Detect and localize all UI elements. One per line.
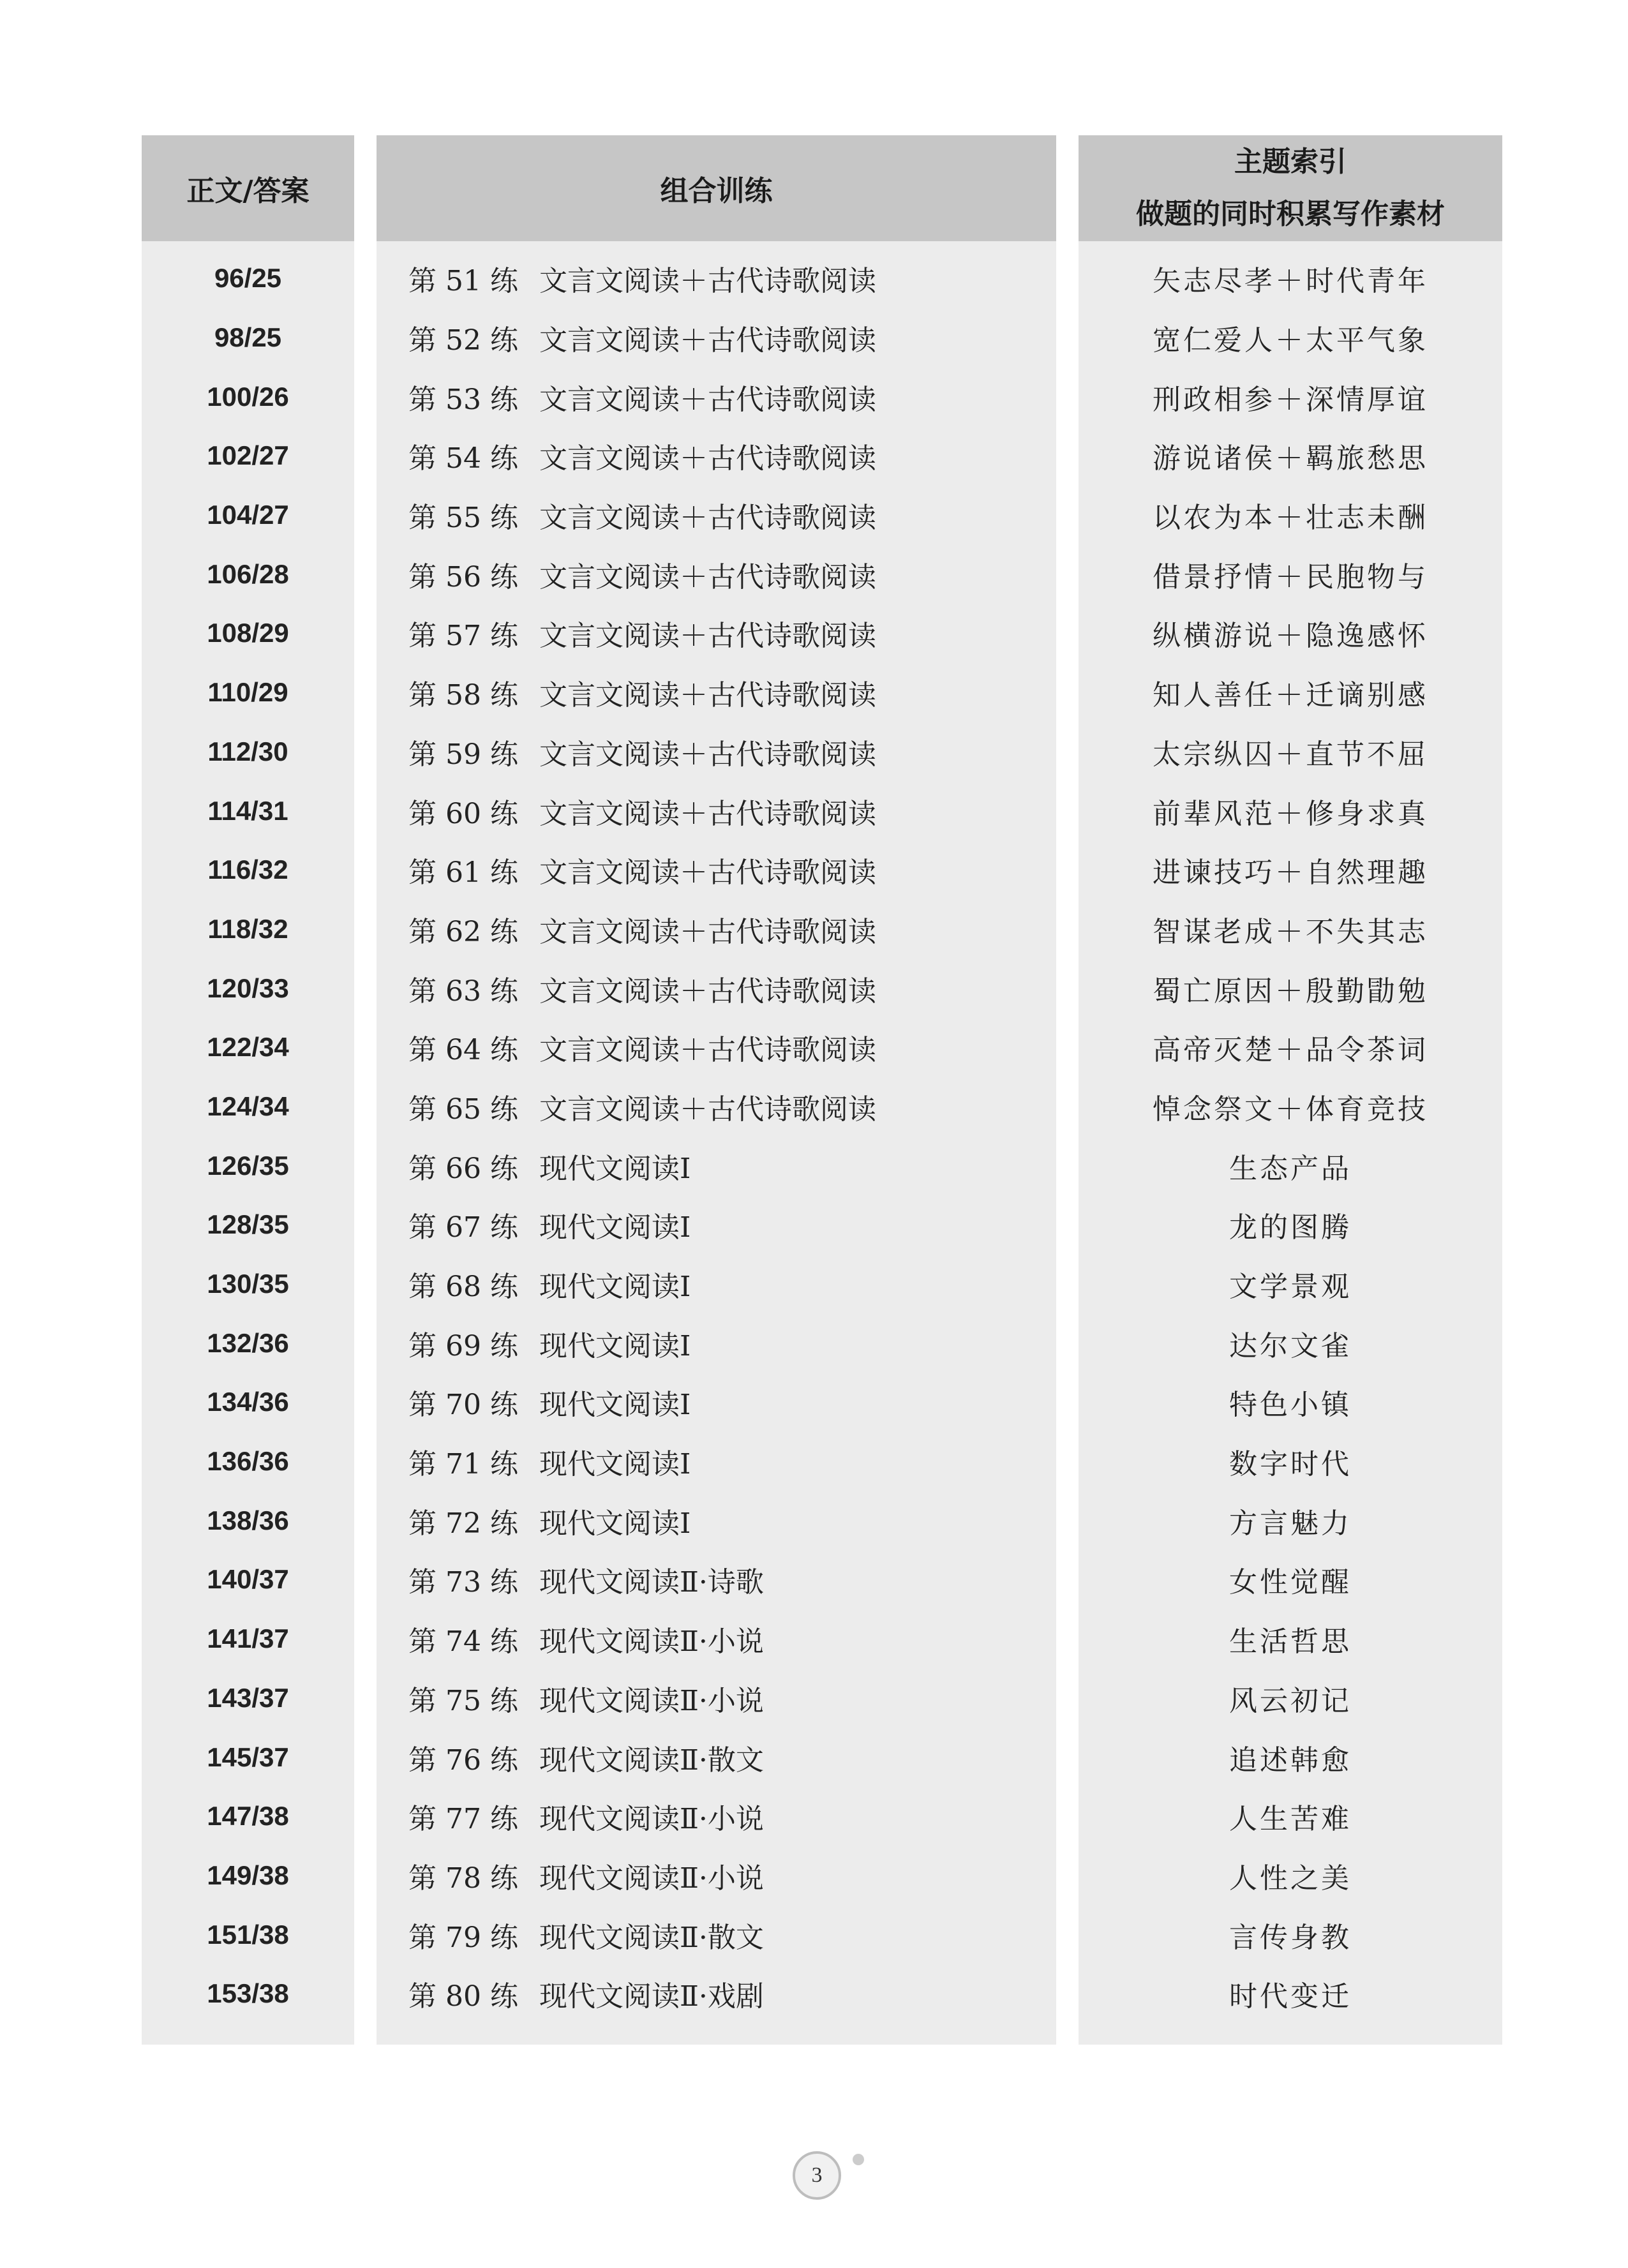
pages-cell: 100/26 [207,381,289,412]
pages-cell: 104/27 [207,500,289,530]
exercise-title: 文言文阅读＋古代诗歌阅读 [539,383,876,416]
exercise-title: 现代文阅读Ⅱ·小说 [539,1625,764,1659]
topic-cell: 蜀亡原因＋殷勤勖勉 [1153,974,1428,1008]
exercise-number: 第 61 练 [408,856,518,890]
exercise-title: 文言文阅读＋古代诗歌阅读 [539,679,876,712]
topic-cell: 方言魅力 [1229,1507,1352,1540]
exercise-number: 第 57 练 [408,620,518,653]
topic-cell: 时代变迁 [1229,1980,1352,2013]
exercise-title: 文言文阅读＋古代诗歌阅读 [539,502,876,535]
exercise-number: 第 56 练 [408,560,518,593]
topic-cell: 追述韩愈 [1229,1743,1352,1777]
pages-cell: 138/36 [207,1505,289,1535]
exercise-row [377,959,1056,1018]
pages-cell: 147/38 [207,1801,289,1832]
topic-cell: 借景抒情＋民胞物与 [1153,560,1428,593]
topic-header-line1: 主题索引 [1234,145,1347,178]
pages-cell: 151/38 [207,1919,289,1950]
exercise-title: 现代文阅读Ⅱ·小说 [539,1861,764,1895]
pages-header-label: 正文/答案 [186,175,310,207]
topic-cell: 宽仁爱人＋太平气象 [1153,324,1428,357]
pages-cell: 98/25 [214,322,282,353]
exercise-number: 第 59 练 [408,738,518,771]
pages-cell: 128/35 [207,1209,289,1240]
exercise-title: 文言文阅读＋古代诗歌阅读 [539,442,876,475]
exercise-row [377,604,1056,663]
exercise-column [377,135,1056,2045]
pages-cell: 96/25 [214,263,282,294]
pages-cell: 130/35 [207,1269,289,1299]
exercise-title: 现代文阅读Ⅰ [539,1389,691,1422]
exercise-number: 第 62 练 [408,915,518,948]
exercise-number: 第 68 练 [408,1271,518,1304]
pages-cell: 110/29 [207,677,288,708]
pages-list [142,241,354,2024]
exercise-title: 文言文阅读＋古代诗歌阅读 [539,856,876,890]
pages-cell: 126/35 [207,1150,289,1181]
exercise-number: 第 66 练 [408,1152,518,1185]
exercise-number: 第 58 练 [408,679,518,712]
exercise-title: 文言文阅读＋古代诗歌阅读 [539,265,876,298]
exercise-number: 第 77 练 [408,1803,518,1836]
exercise-title: 现代文阅读Ⅰ [539,1211,691,1244]
exercise-row [377,249,1056,308]
exercise-row [377,1787,1056,1846]
topic-cell: 刑政相参＋深情厚谊 [1153,383,1428,416]
exercise-title: 文言文阅读＋古代诗歌阅读 [539,620,876,653]
exercise-row [377,1669,1056,1728]
exercise-row [377,1846,1056,1906]
exercise-row [377,1077,1056,1137]
pages-cell: 116/32 [207,854,288,885]
exercise-title: 文言文阅读＋古代诗歌阅读 [539,1034,876,1067]
topic-cell: 游说诸侯＋羁旅愁思 [1153,442,1428,475]
exercise-title: 现代文阅读Ⅱ·散文 [539,1921,764,1954]
topic-cell: 生态产品 [1229,1152,1352,1185]
exercise-row [377,840,1056,900]
exercise-number: 第 71 练 [408,1448,518,1481]
exercise-row [377,1964,1056,2024]
topic-cell: 特色小镇 [1229,1389,1352,1422]
exercise-row [377,1432,1056,1491]
exercise-title: 现代文阅读Ⅰ [539,1271,691,1304]
exercise-number: 第 51 练 [408,265,518,298]
pages-cell: 102/27 [207,440,289,471]
exercise-title: 现代文阅读Ⅰ [539,1448,691,1481]
pages-cell: 108/29 [207,618,289,648]
pages-cell: 149/38 [207,1860,289,1890]
exercise-row [377,1255,1056,1314]
exercise-number: 第 75 练 [408,1684,518,1717]
exercise-title: 文言文阅读＋古代诗歌阅读 [539,324,876,357]
topic-column-header [1079,135,1502,241]
exercise-title: 文言文阅读＋古代诗歌阅读 [539,738,876,771]
pages-column-header [142,135,354,241]
topic-cell: 悼念祭文＋体育竞技 [1153,1093,1428,1126]
exercise-title: 文言文阅读＋古代诗歌阅读 [539,560,876,593]
exercise-number: 第 69 练 [408,1329,518,1362]
exercise-row [377,1550,1056,1609]
exercise-number: 第 53 练 [408,383,518,416]
exercise-number: 第 60 练 [408,797,518,830]
exercise-title: 现代文阅读Ⅰ [539,1152,691,1185]
pages-column [142,135,354,2045]
exercise-number: 第 80 练 [408,1980,518,2013]
exercise-row [377,900,1056,959]
exercise-number: 第 67 练 [408,1211,518,1244]
exercise-number: 第 70 练 [408,1389,518,1422]
exercise-row [377,486,1056,545]
pages-cell: 143/37 [207,1682,289,1713]
topic-header-line2: 做题的同时积累写作素材 [1136,198,1445,230]
pages-cell: 112/30 [207,736,288,766]
exercise-title: 现代文阅读Ⅱ·小说 [539,1803,764,1836]
exercise-title: 文言文阅读＋古代诗歌阅读 [539,915,876,948]
pages-cell: 153/38 [207,1978,289,2009]
pages-cell: 118/32 [207,913,288,944]
exercise-title: 文言文阅读＋古代诗歌阅读 [539,797,876,830]
exercise-row [377,1373,1056,1432]
exercise-row [377,1195,1056,1255]
topic-cell: 言传身教 [1229,1921,1352,1954]
topic-list [1079,241,1502,2024]
exercise-number: 第 74 练 [408,1625,518,1659]
topic-cell: 龙的图腾 [1229,1211,1352,1244]
topic-cell: 女性觉醒 [1229,1566,1352,1599]
exercise-number: 第 64 练 [408,1034,518,1067]
topic-cell: 前辈风范＋修身求真 [1153,797,1428,830]
exercise-header-label: 组合训练 [660,175,773,207]
topic-cell: 人生苦难 [1229,1803,1352,1836]
exercise-number: 第 52 练 [408,324,518,357]
exercise-number: 第 79 练 [408,1921,518,1954]
exercise-number: 第 55 练 [408,502,518,535]
topic-cell: 风云初记 [1229,1684,1352,1717]
exercise-title: 现代文阅读Ⅱ·小说 [539,1684,764,1717]
topic-cell: 纵横游说＋隐逸感怀 [1153,620,1428,653]
exercise-title: 现代文阅读Ⅱ·诗歌 [539,1566,764,1599]
decorative-dot [853,2154,864,2165]
pages-cell: 114/31 [207,795,288,826]
exercise-row [377,663,1056,722]
topic-column [1079,135,1502,2045]
topic-cell: 数字时代 [1229,1448,1352,1481]
topic-cell: 达尔文雀 [1229,1329,1352,1362]
topic-cell: 生活哲思 [1229,1625,1352,1659]
exercise-number: 第 72 练 [408,1507,518,1540]
pages-cell: 106/28 [207,558,289,589]
pages-cell: 136/36 [207,1446,289,1477]
exercise-title: 现代文阅读Ⅱ·散文 [539,1743,764,1777]
exercise-row [377,781,1056,840]
pages-cell: 140/37 [207,1564,289,1595]
pages-cell: 120/33 [207,973,289,1003]
exercise-row [377,1609,1056,1669]
exercise-title: 文言文阅读＋古代诗歌阅读 [539,974,876,1008]
topic-cell: 智谋老成＋不失其志 [1153,915,1428,948]
exercise-number: 第 73 练 [408,1566,518,1599]
exercise-column-header [377,135,1056,241]
exercise-number: 第 65 练 [408,1093,518,1126]
topic-cell: 高帝灭楚＋品令茶词 [1153,1034,1428,1067]
pages-cell: 132/36 [207,1327,289,1358]
pages-cell: 122/34 [207,1032,289,1063]
exercise-row [377,722,1056,782]
topic-cell: 人性之美 [1229,1861,1352,1895]
exercise-row [377,1491,1056,1550]
exercise-title: 现代文阅读Ⅰ [539,1329,691,1362]
topic-cell: 矢志尽孝＋时代青年 [1153,265,1428,298]
exercise-title: 现代文阅读Ⅱ·戏剧 [539,1980,764,2013]
exercise-list [377,241,1056,2024]
page-number [793,2151,841,2200]
exercise-row [377,1018,1056,1077]
pages-cell: 124/34 [207,1091,289,1121]
exercise-title: 现代文阅读Ⅰ [539,1507,691,1540]
topic-cell: 文学景观 [1229,1271,1352,1304]
topic-cell: 进谏技巧＋自然理趣 [1153,856,1428,890]
exercise-row [377,1727,1056,1787]
pages-cell: 145/37 [207,1742,289,1772]
exercise-row [377,1136,1056,1195]
exercise-number: 第 63 练 [408,974,518,1008]
exercise-row [377,308,1056,368]
topic-cell: 知人善任＋迁谪别感 [1153,679,1428,712]
exercise-number: 第 54 练 [408,442,518,475]
exercise-row [377,1905,1056,1964]
exercise-number: 第 78 练 [408,1861,518,1895]
exercise-number: 第 76 练 [408,1743,518,1777]
exercise-row [377,426,1056,486]
exercise-row [377,544,1056,604]
pages-cell: 141/37 [207,1623,289,1654]
exercise-row [377,367,1056,426]
exercise-title: 文言文阅读＋古代诗歌阅读 [539,1093,876,1126]
pages-cell: 134/36 [207,1387,289,1417]
topic-cell: 太宗纵囚＋直节不屈 [1153,738,1428,771]
topic-cell: 以农为本＋壮志未酬 [1153,502,1428,535]
page-number-label: 3 [811,2163,823,2187]
exercise-row [377,1313,1056,1373]
